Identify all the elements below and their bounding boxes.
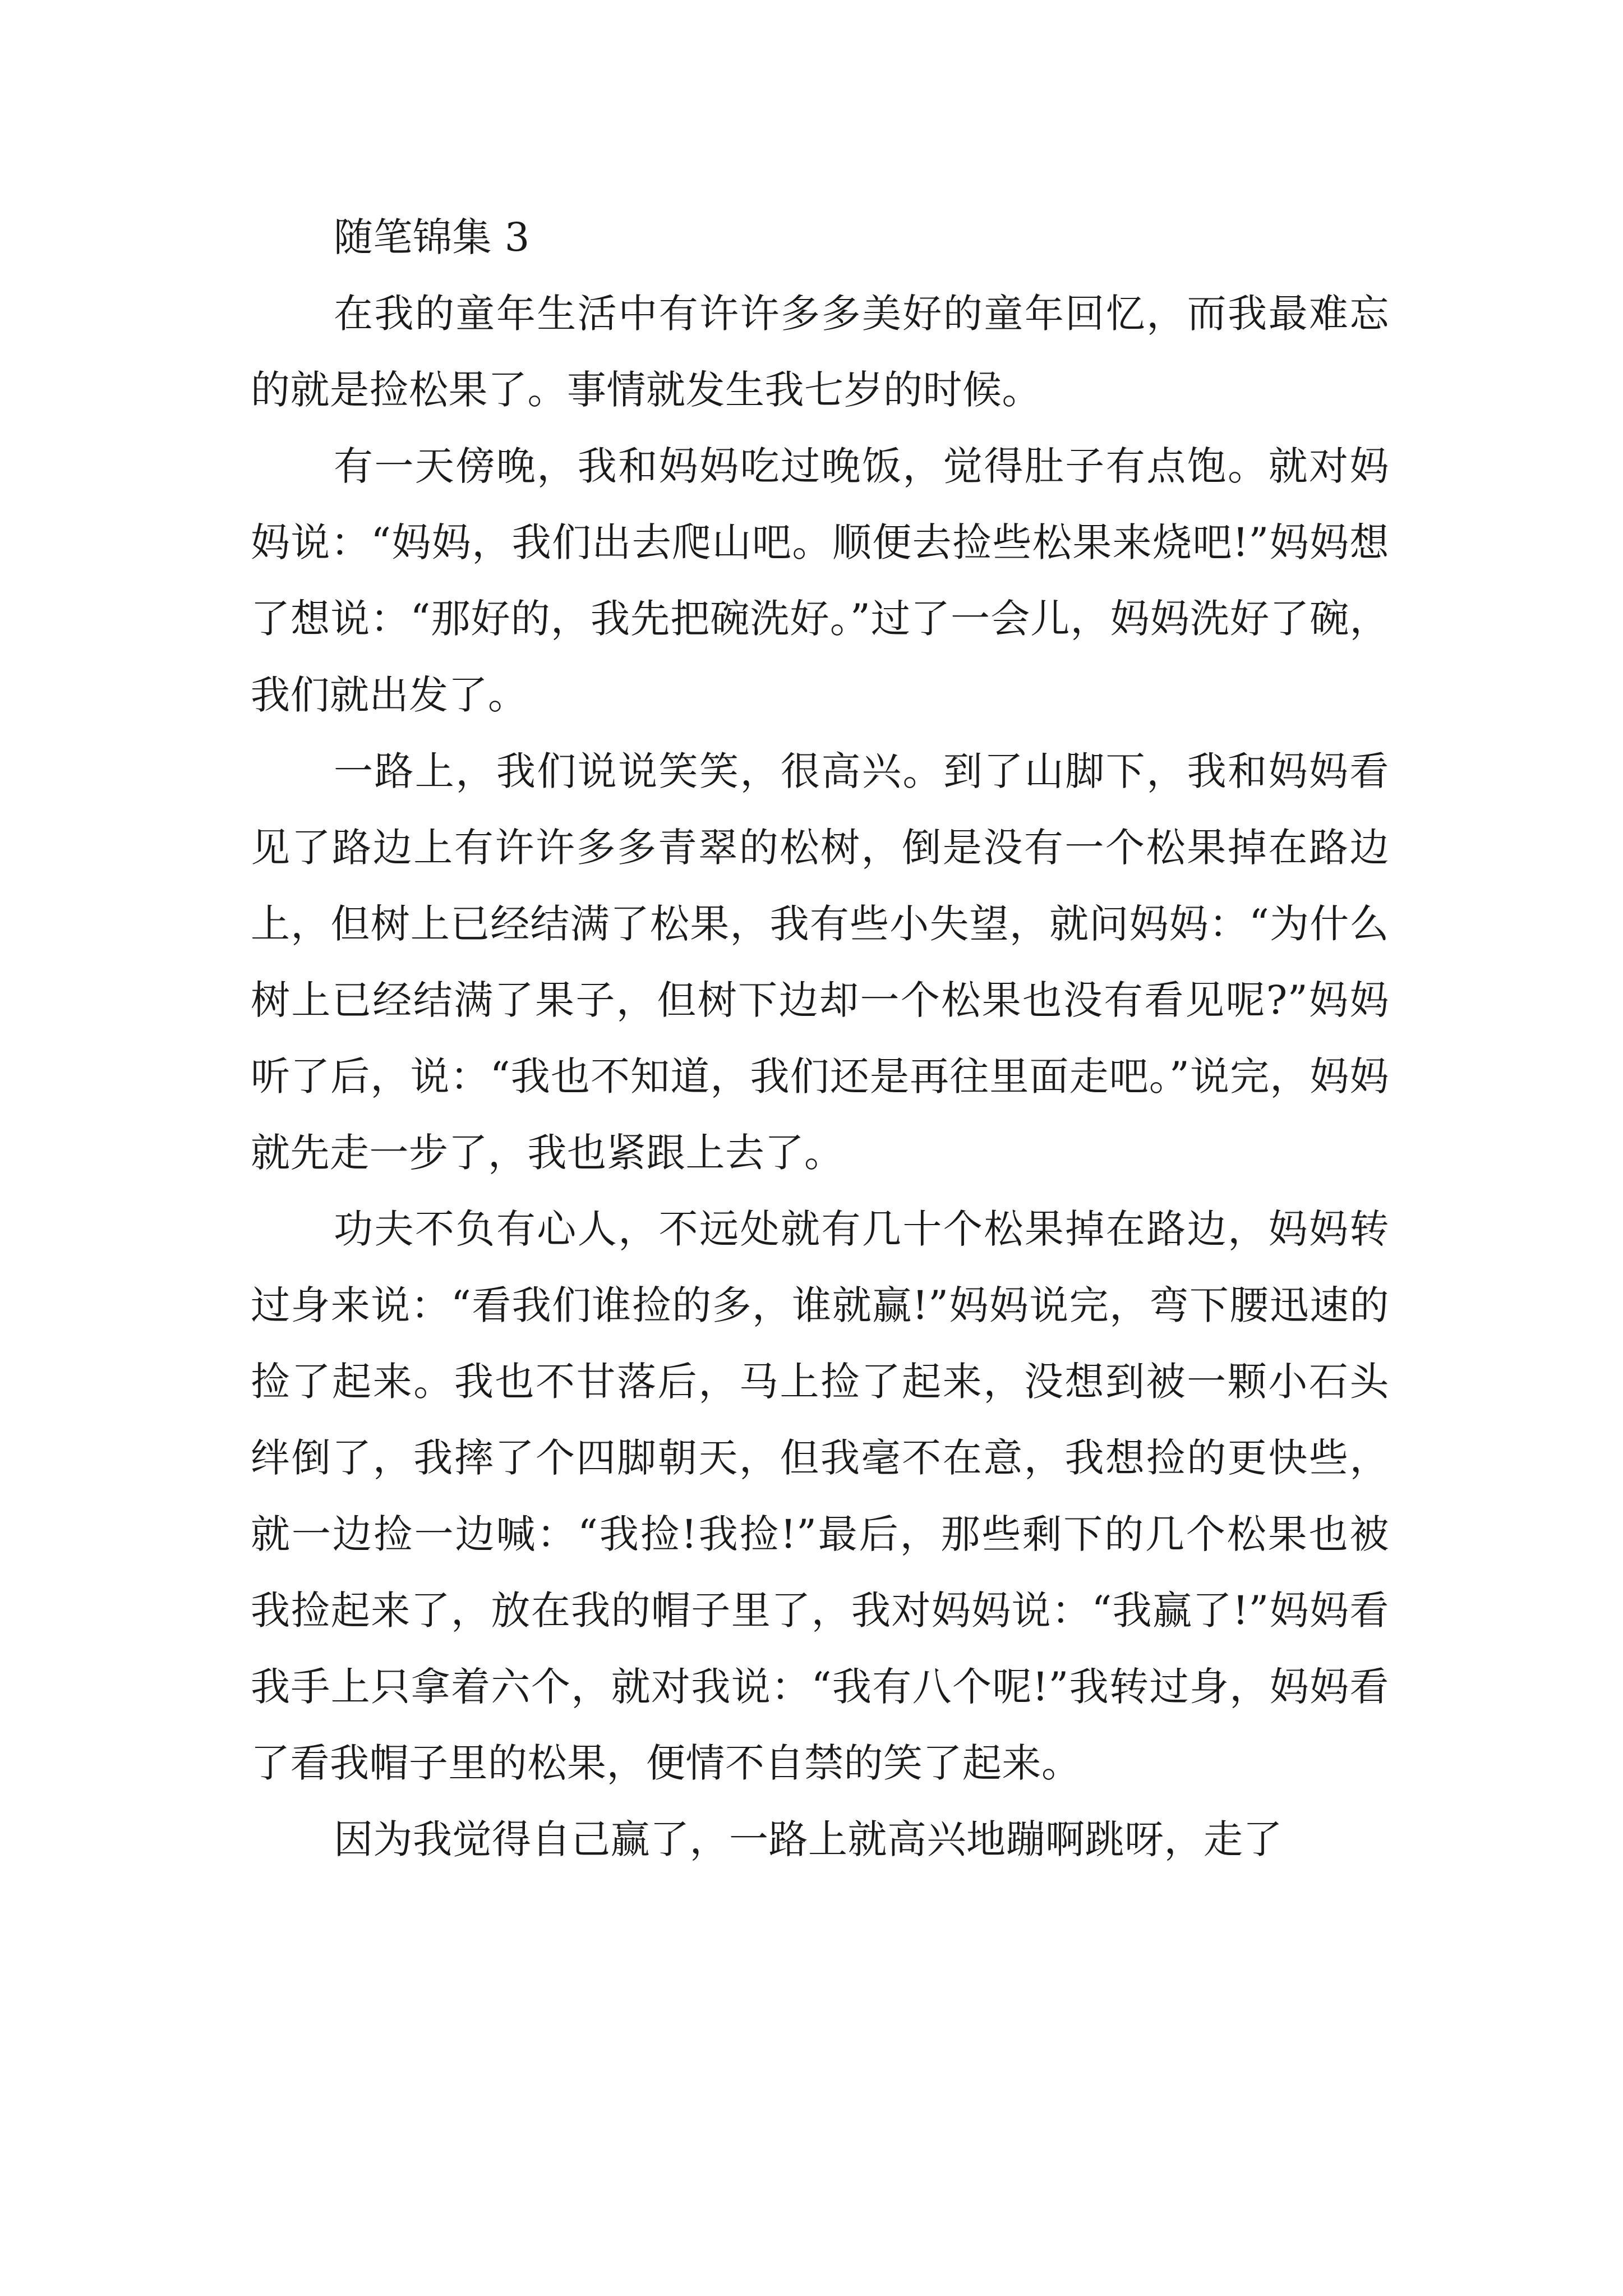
paragraph-1: 在我的童年生活中有许许多多美好的童年回忆，而我最难忘的就是捡松果了。事情就发生我七岁的时候。	[251, 291, 1389, 413]
paragraph-3: 一路上，我们说说笑笑，很高兴。到了山脚下，我和妈妈看见了路边上有许许多多青翠的松树，倒是没有一个松果掉在路边上，但树上已经结满了松果，我有些小失望，就问妈妈：“为什么树上已经结满了果子，但树下边却一个松果也没有看见呢?”妈妈听了后，说：“我也不知道，我们还是再往里面走吧。”说完，妈妈就先走一步了，我也紧跟上去了。	[251, 748, 1389, 1176]
document-title: 随笔锦集 3	[334, 214, 530, 260]
paragraph-4: 功夫不负有心人，不远处就有几十个松果掉在路边，妈妈转过身来说：“看我们谁捡的多，谁就赢!”妈妈说完，弯下腰迅速的捡了起来。我也不甘落后，马上捡了起来，没想到被一颗小石头绊倒了，我摔了个四脚朝天，但我毫不在意，我想捡的更快些，就一边捡一边喊：“我捡!我捡!”最后，那些剩下的几个松果也被我捡起来了，放在我的帽子里了，我对妈妈说：“我赢了!”妈妈看我手上只拿着六个，就对我说：“我有八个呢!”我转过身，妈妈看了看我帽子里的松果，便情不自禁的笑了起来。	[251, 1206, 1389, 1786]
document-body	[251, 199, 1389, 1878]
paragraph-2: 有一天傍晚，我和妈妈吃过晚饭，觉得肚子有点饱。就对妈妈说：“妈妈，我们出去爬山吧。顺便去捡些松果来烧吧!”妈妈想了想说：“那好的，我先把碗洗好。”过了一会儿，妈妈洗好了碗，我们就出发了。	[251, 443, 1389, 718]
paragraph-5: 因为我觉得自己赢了，一路上就高兴地蹦啊跳呀，走了	[334, 1816, 1283, 1862]
